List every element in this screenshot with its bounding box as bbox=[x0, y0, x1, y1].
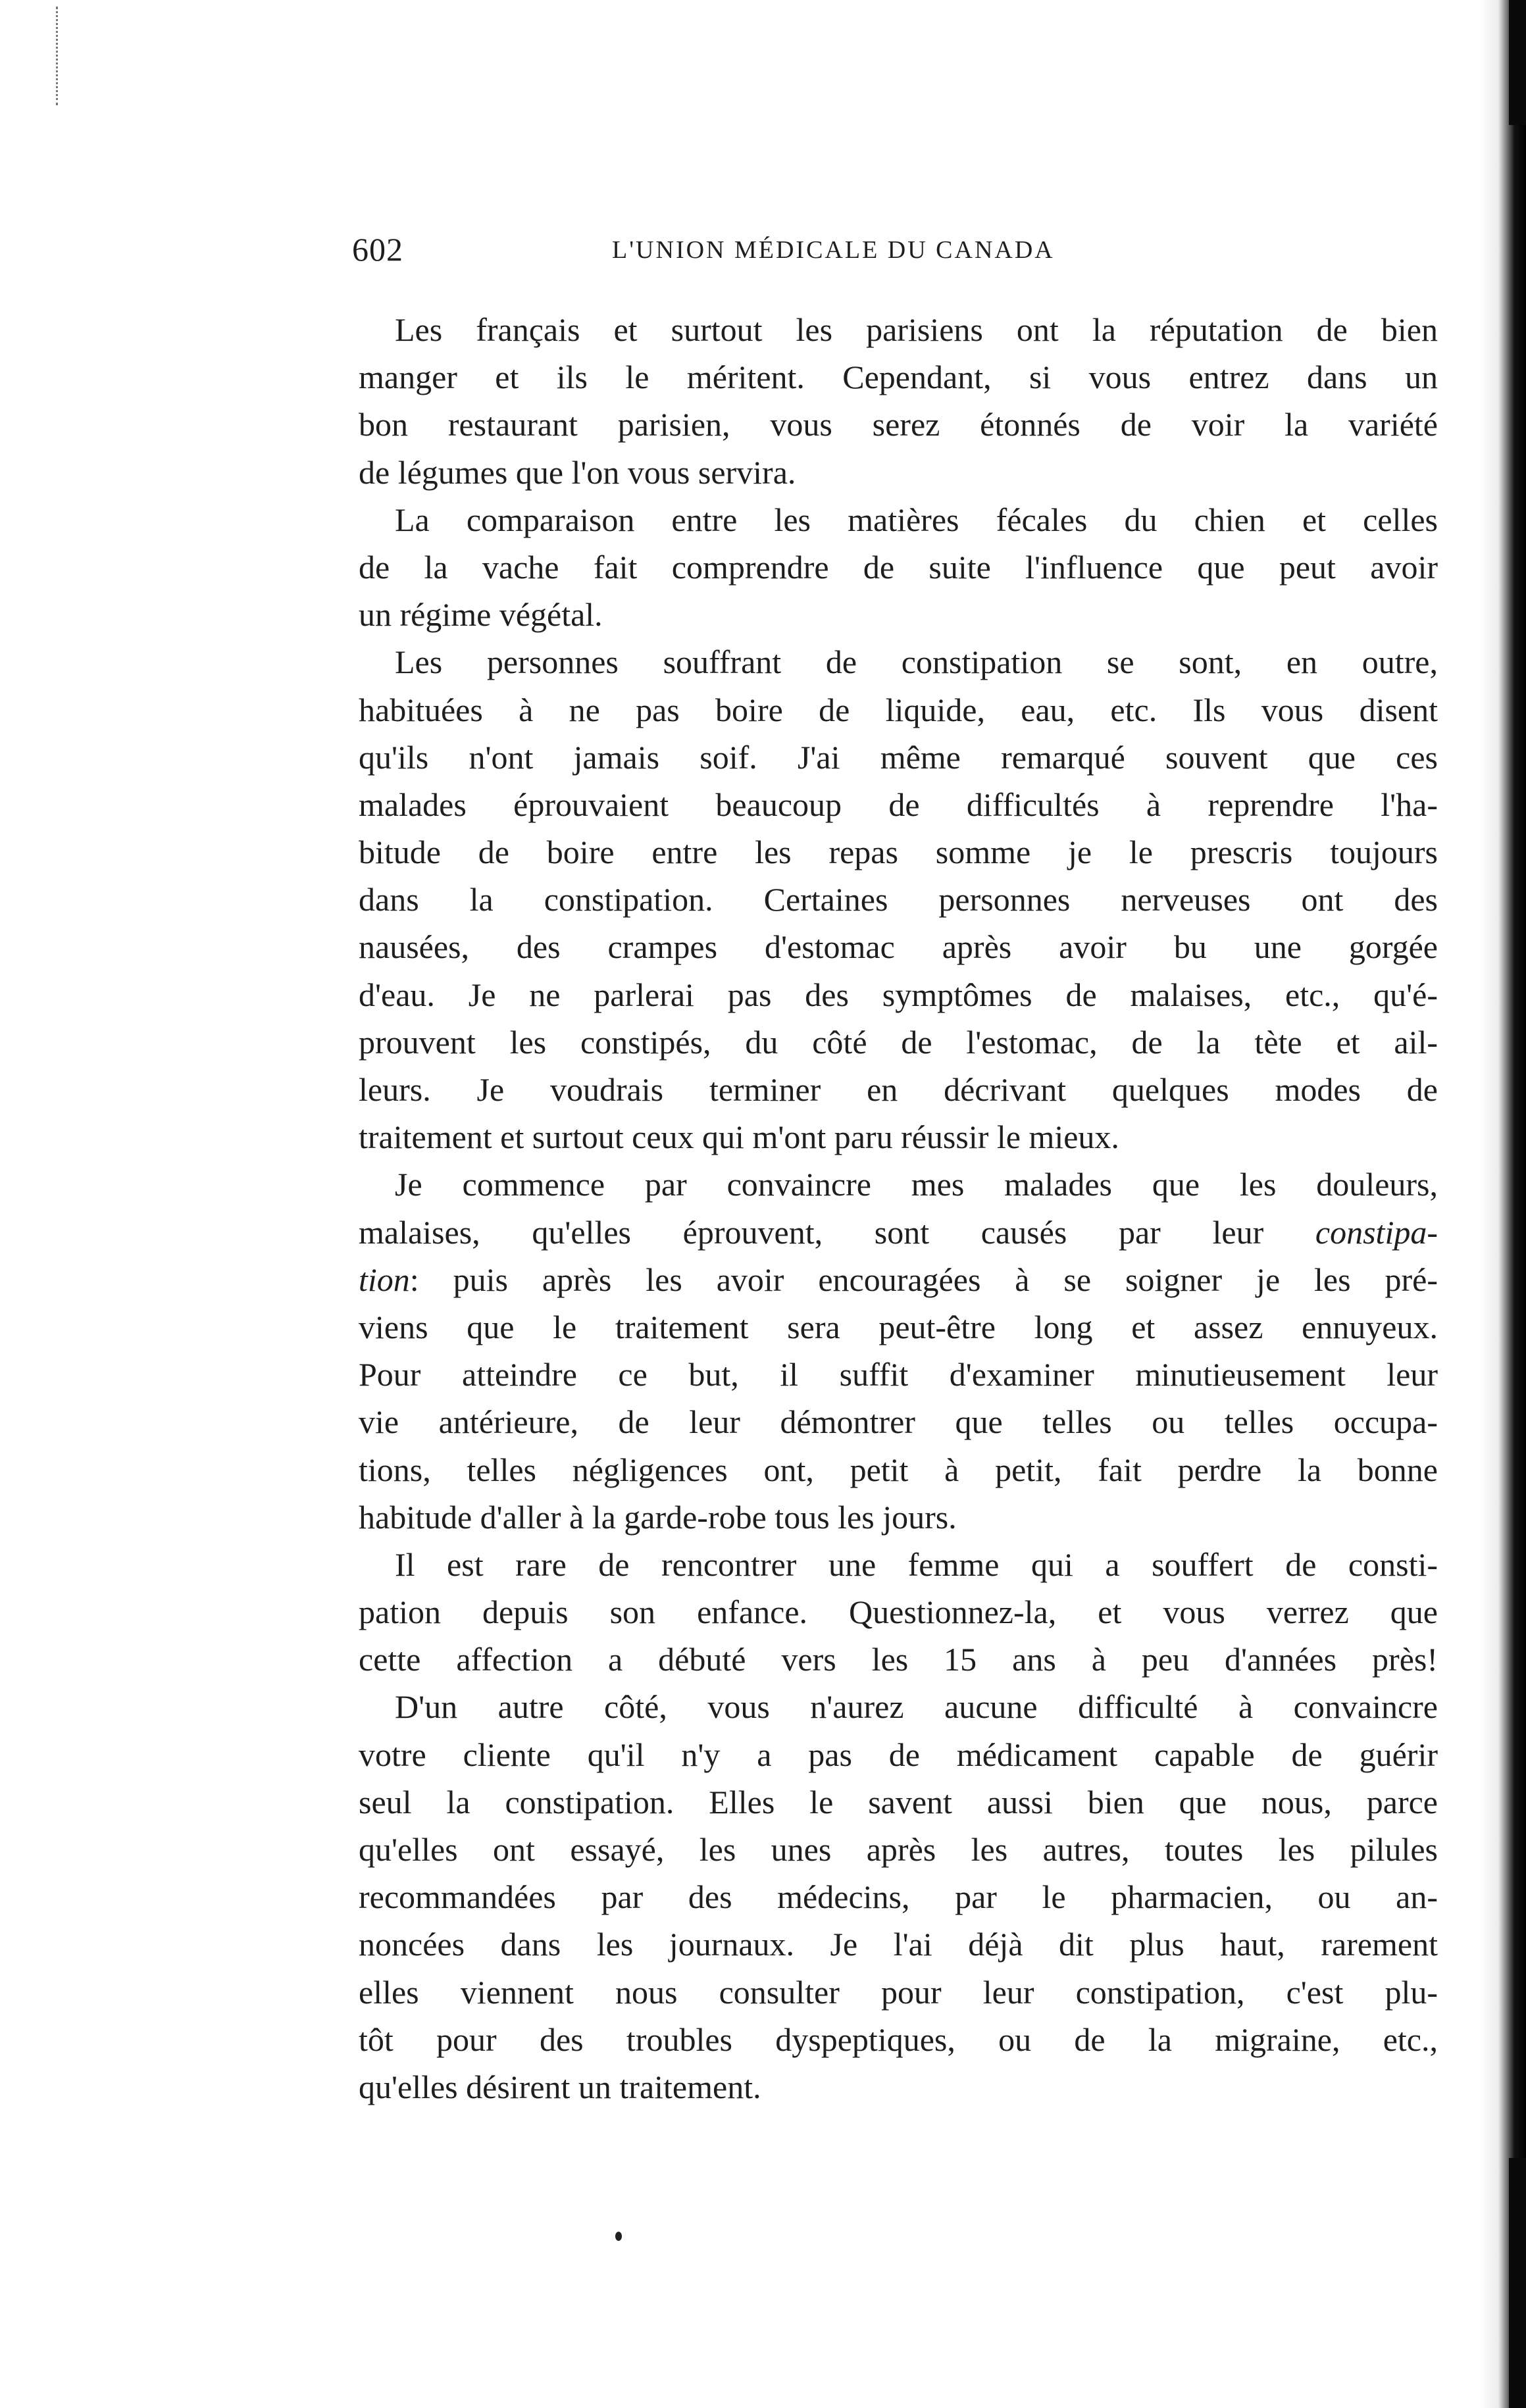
body-text bbox=[359, 306, 1438, 2111]
scan-edge-shadow-top bbox=[1509, 0, 1526, 125]
scan-binding-edge bbox=[1480, 0, 1526, 2408]
italic-fragment: tion bbox=[359, 1261, 410, 1298]
italic-fragment: constipa- bbox=[1315, 1213, 1438, 1251]
text-line: dans la constipation. Certaines personnes nerveuses ont des bbox=[359, 881, 1438, 918]
text-line: leurs. Je voudrais terminer en décrivant quelques modes de bbox=[359, 1071, 1438, 1108]
text-line: tions, telles négligences ont, petit à petit, fait perdre la bonne bbox=[359, 1451, 1438, 1488]
text-line: habituées à ne pas boire de liquide, eau, etc. Ils vous disent bbox=[359, 691, 1438, 728]
scan-edge-shadow-bottom bbox=[1509, 2158, 1526, 2408]
text-line: votre cliente qu'il n'y a pas de médicament capable de guérir bbox=[359, 1736, 1438, 1773]
text-line: La comparaison entre les matières fécales du chien et celles bbox=[395, 501, 1438, 538]
text-line: tion: puis après les avoir encouragées à se soigner je les pré- bbox=[359, 1261, 1438, 1298]
text-line: malades éprouvaient beaucoup de difficultés à reprendre l'ha- bbox=[359, 786, 1438, 823]
text-line: noncées dans les journaux. Je l'ai déjà dit plus haut, rarement bbox=[359, 1926, 1438, 1963]
text-line: pation depuis son enfance. Questionnez-la, et vous verrez que bbox=[359, 1593, 1438, 1631]
text-line: d'eau. Je ne parlerai pas des symptômes de malaises, etc., qu'é- bbox=[359, 976, 1438, 1013]
text-line: tôt pour des troubles dyspeptiques, ou de la migraine, etc., bbox=[359, 2020, 1438, 2058]
text-line: de légumes que l'on vous servira. bbox=[359, 453, 796, 491]
text-line: cette affection a débuté vers les 15 ans à peu d'années près! bbox=[359, 1641, 1438, 1678]
scan-ink-dot bbox=[615, 2232, 622, 2241]
text-line: Les français et surtout les parisiens ont la réputation de bien bbox=[395, 311, 1438, 348]
text-line: recommandées par des médecins, par le pharmacien, ou an- bbox=[359, 1878, 1438, 1916]
text-line: bon restaurant parisien, vous serez étonnés de voir la variété bbox=[359, 406, 1438, 443]
text-line: un régime végétal. bbox=[359, 596, 603, 634]
scan-speck-marks bbox=[56, 7, 62, 105]
text-line: qu'elles ont essayé, les unes après les autres, toutes les pilules bbox=[359, 1831, 1438, 1868]
text-line: bitude de boire entre les repas somme je le prescris toujours bbox=[359, 834, 1438, 871]
text-line: qu'ils n'ont jamais soif. J'ai même remarqué souvent que ces bbox=[359, 738, 1438, 776]
text-line: prouvent les constipés, du côté de l'estomac, de la tète et ail- bbox=[359, 1023, 1438, 1061]
text-line: D'un autre côté, vous n'aurez aucune difficulté à convaincre bbox=[395, 1688, 1438, 1726]
text-line: viens que le traitement sera peut-être long et assez ennuyeux. bbox=[359, 1308, 1438, 1345]
text-line: malaises, qu'elles éprouvent, sont causés par leur constipa- bbox=[359, 1213, 1438, 1251]
text-line: vie antérieure, de leur démontrer que telles ou telles occupa- bbox=[359, 1403, 1438, 1441]
text-line: traitement et surtout ceux qui m'ont paru réussir le mieux. bbox=[359, 1118, 1119, 1156]
text-line: elles viennent nous consulter pour leur constipation, c'est plu- bbox=[359, 1973, 1438, 2011]
journal-title: L'UNION MÉDICALE DU CANADA bbox=[612, 236, 1055, 264]
text-line: seul la constipation. Elles le savent aussi bien que nous, parce bbox=[359, 1783, 1438, 1820]
text-line: nausées, des crampes d'estomac après avoir bu une gorgée bbox=[359, 928, 1438, 966]
text-line: Pour atteindre ce but, il suffit d'examiner minutieusement leur bbox=[359, 1356, 1438, 1393]
text-line: de la vache fait comprendre de suite l'influence que peut avoir bbox=[359, 548, 1438, 586]
text-line: Les personnes souffrant de constipation se sont, en outre, bbox=[395, 643, 1438, 681]
text-line: qu'elles désirent un traitement. bbox=[359, 2068, 761, 2105]
text-line: manger et ils le méritent. Cependant, si vous entrez dans un bbox=[359, 359, 1438, 396]
text-line: Je commence par convaincre mes malades que les douleurs, bbox=[395, 1166, 1438, 1203]
page-number: 602 bbox=[352, 231, 403, 268]
text-line: habitude d'aller à la garde-robe tous les jours. bbox=[359, 1498, 957, 1536]
text-line: Il est rare de rencontrer une femme qui a souffert de consti- bbox=[395, 1545, 1438, 1583]
running-head bbox=[352, 230, 1181, 283]
